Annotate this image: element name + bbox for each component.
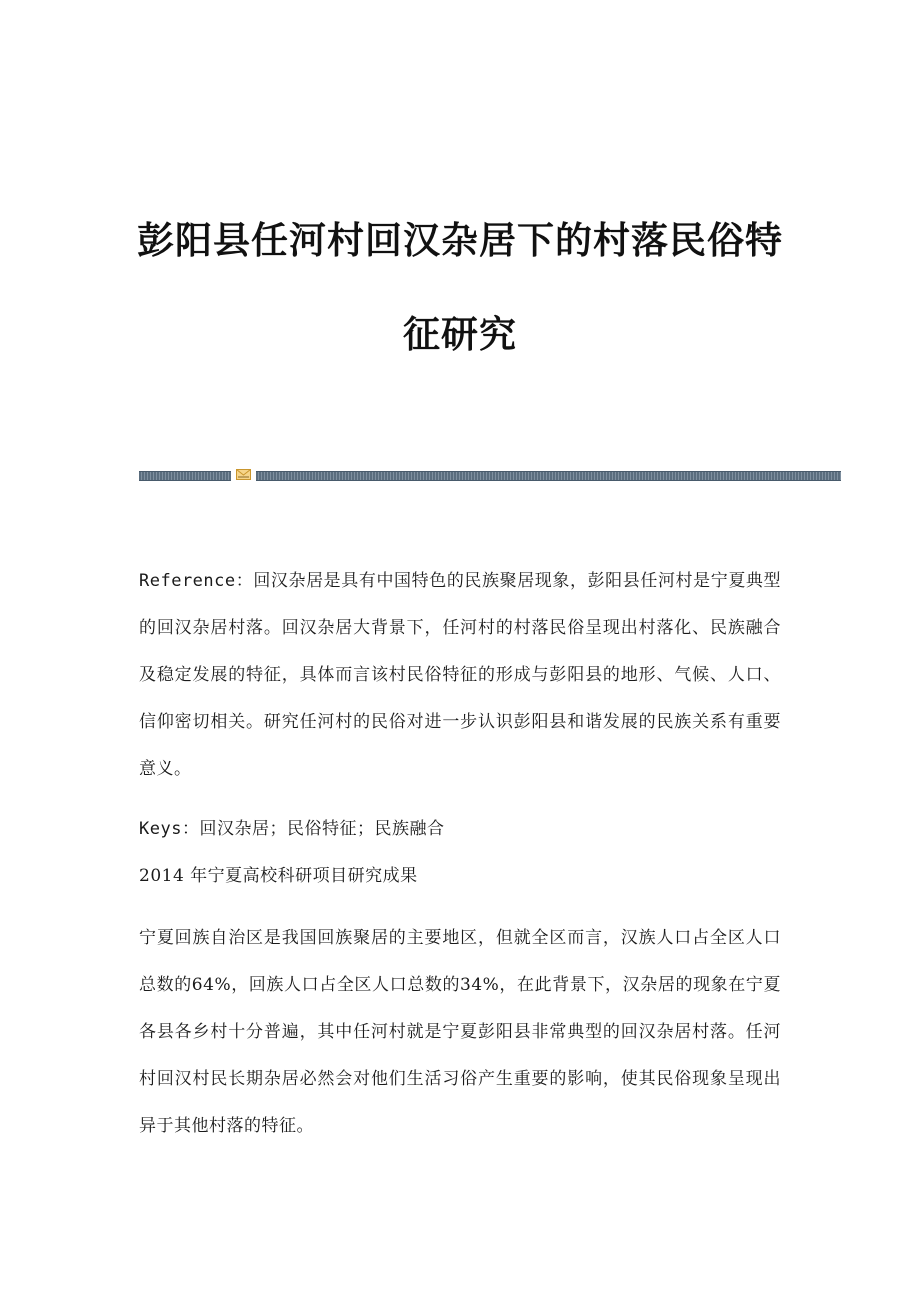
project-note: 2014 年宁夏高校科研项目研究成果 — [139, 866, 418, 886]
keywords-text: 回汉杂居；民俗特征；民族融合 — [199, 819, 445, 839]
title-divider — [139, 471, 841, 481]
keywords-paragraph — [139, 806, 781, 853]
divider-right-bar — [256, 471, 841, 481]
envelope-ornament-icon — [236, 469, 251, 480]
body-paragraph: 宁夏回族自治区是我国回族聚居的主要地区，但就全区而言，汉族人口占全区人口总数的64%，回族人口占全区人口总数的34%，在此背景下，汉杂居的现象在宁夏各县各乡村十分普遍，其中任河村就是宁夏彭阳县非常典型的回汉杂居村落。任河村回汉村民长期杂居必然会对他们生活习俗产生重要的影响，使其民俗现象呈现出异于其他村落的特征。 — [139, 928, 781, 1136]
title-line-2: 征研究 — [403, 313, 517, 356]
abstract-label: Reference： — [139, 571, 254, 591]
abstract-paragraph — [139, 558, 781, 793]
title-line-1: 彭阳县任河村回汉杂居下的村落民俗特 — [137, 219, 783, 262]
divider-left-bar — [139, 471, 231, 481]
abstract-text: 回汉杂居是具有中国特色的民族聚居现象，彭阳县任河村是宁夏典型的回汉杂居村落。回汉杂居大背景下，任河村的村落民俗呈现出村落化、民族融合及稳定发展的特征，具体而言该村民俗特征的形成与彭阳县的地形、气候、人口、信仰密切相关。研究任河村的民俗对进一步认识彭阳县和谐发展的民族关系有重要意义。 — [139, 571, 782, 779]
keywords-label: Keys： — [139, 819, 200, 839]
